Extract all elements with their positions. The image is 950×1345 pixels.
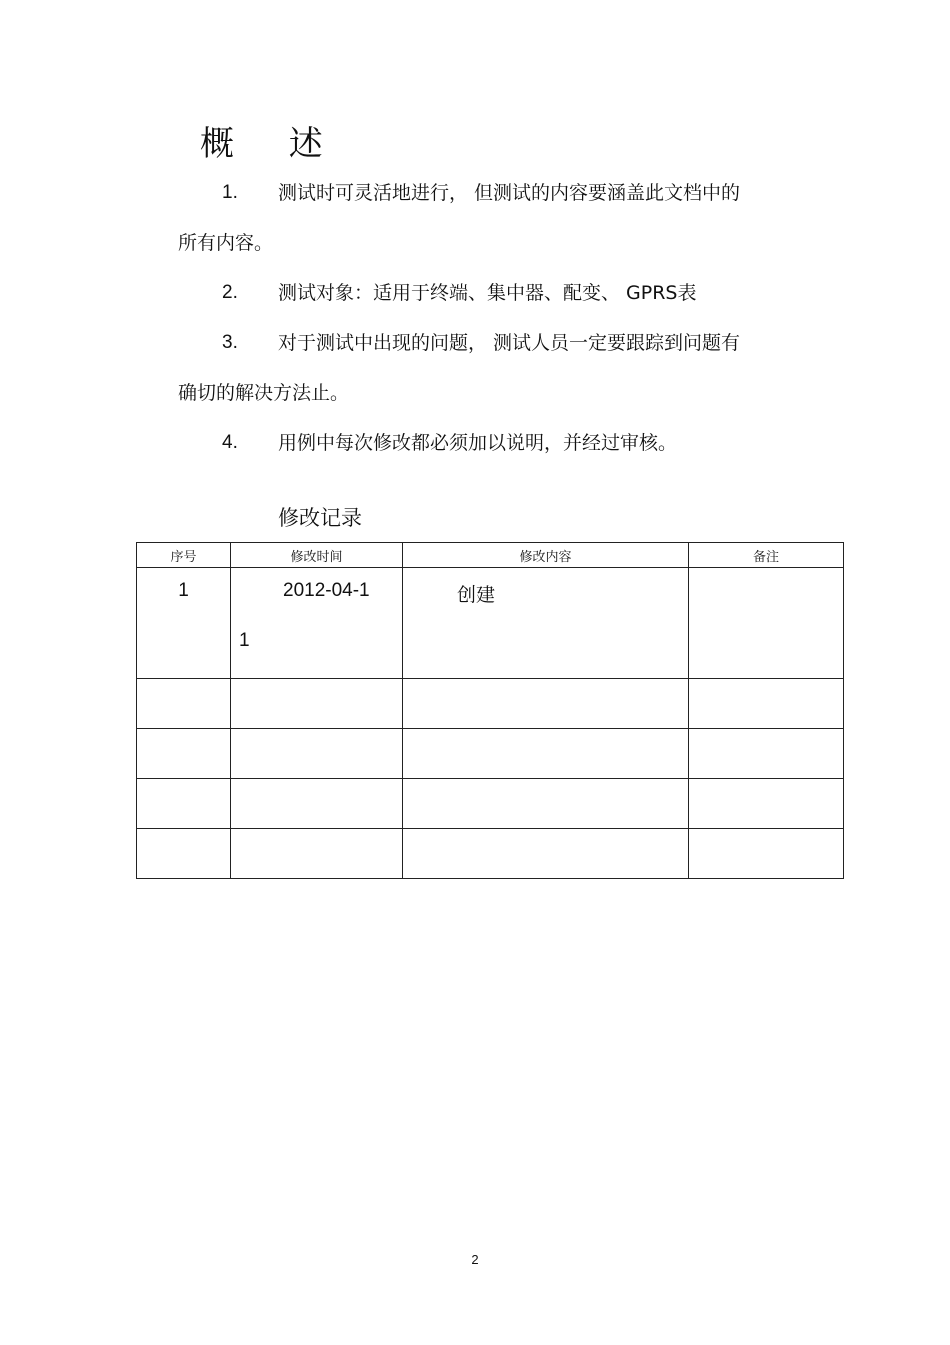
item-4-number: 4.: [222, 432, 238, 453]
cell-empty: [689, 679, 844, 729]
cell-empty: [231, 779, 403, 829]
cell-date: [231, 568, 403, 679]
item-2-number: 2.: [222, 282, 238, 303]
header-date: 修改时间: [231, 543, 403, 568]
item-4-text: 用例中每次修改都必须加以说明，并经过审核。: [278, 432, 678, 454]
cell-empty: [137, 779, 231, 829]
cell-empty: [137, 679, 231, 729]
cell-empty: [403, 729, 689, 779]
cell-empty: [137, 829, 231, 879]
cell-empty: [689, 729, 844, 779]
cell-date-text: 2012-04-1: [283, 580, 370, 601]
cell-seq: 1: [137, 568, 231, 679]
cell-empty: [689, 779, 844, 829]
item-3-number: 3.: [222, 332, 238, 353]
cell-empty: [403, 779, 689, 829]
cell-empty: [403, 829, 689, 879]
revision-record-title: 修改记录: [278, 506, 362, 530]
cell-content: 创建: [403, 568, 689, 679]
item-2-text: 测试对象：适用于终端、集中器、配变、 GPRS表: [278, 282, 697, 304]
revision-table: [136, 542, 844, 879]
cell-empty: [231, 729, 403, 779]
table-row: [137, 829, 844, 879]
cell-empty: [137, 729, 231, 779]
page-number: 2: [471, 1252, 479, 1267]
cell-empty: [403, 679, 689, 729]
table-row: [137, 779, 844, 829]
table-row: [137, 729, 844, 779]
header-seq: 序号: [137, 543, 231, 568]
cell-empty: [231, 679, 403, 729]
table-row: [137, 679, 844, 729]
cell-empty: [231, 829, 403, 879]
item-3-text-continued: 确切的解决方法止。: [178, 382, 350, 404]
cell-date-text-wrapped: 1: [239, 630, 250, 651]
cell-empty: [689, 829, 844, 879]
cell-note: [689, 568, 844, 679]
header-note: 备注: [689, 543, 844, 568]
header-content: 修改内容: [403, 543, 689, 568]
item-1-text-continued: 所有内容。: [178, 232, 274, 254]
item-1-text: 测试时可灵活地进行， 但测试的内容要涵盖此文档中的: [278, 182, 741, 204]
item-3-text: 对于测试中出现的问题， 测试人员一定要跟踪到问题有: [278, 332, 741, 354]
table-row: [137, 568, 844, 679]
revision-table-header: [137, 543, 844, 568]
item-1-number: 1.: [222, 182, 238, 203]
page-title: 概 述: [200, 124, 345, 164]
